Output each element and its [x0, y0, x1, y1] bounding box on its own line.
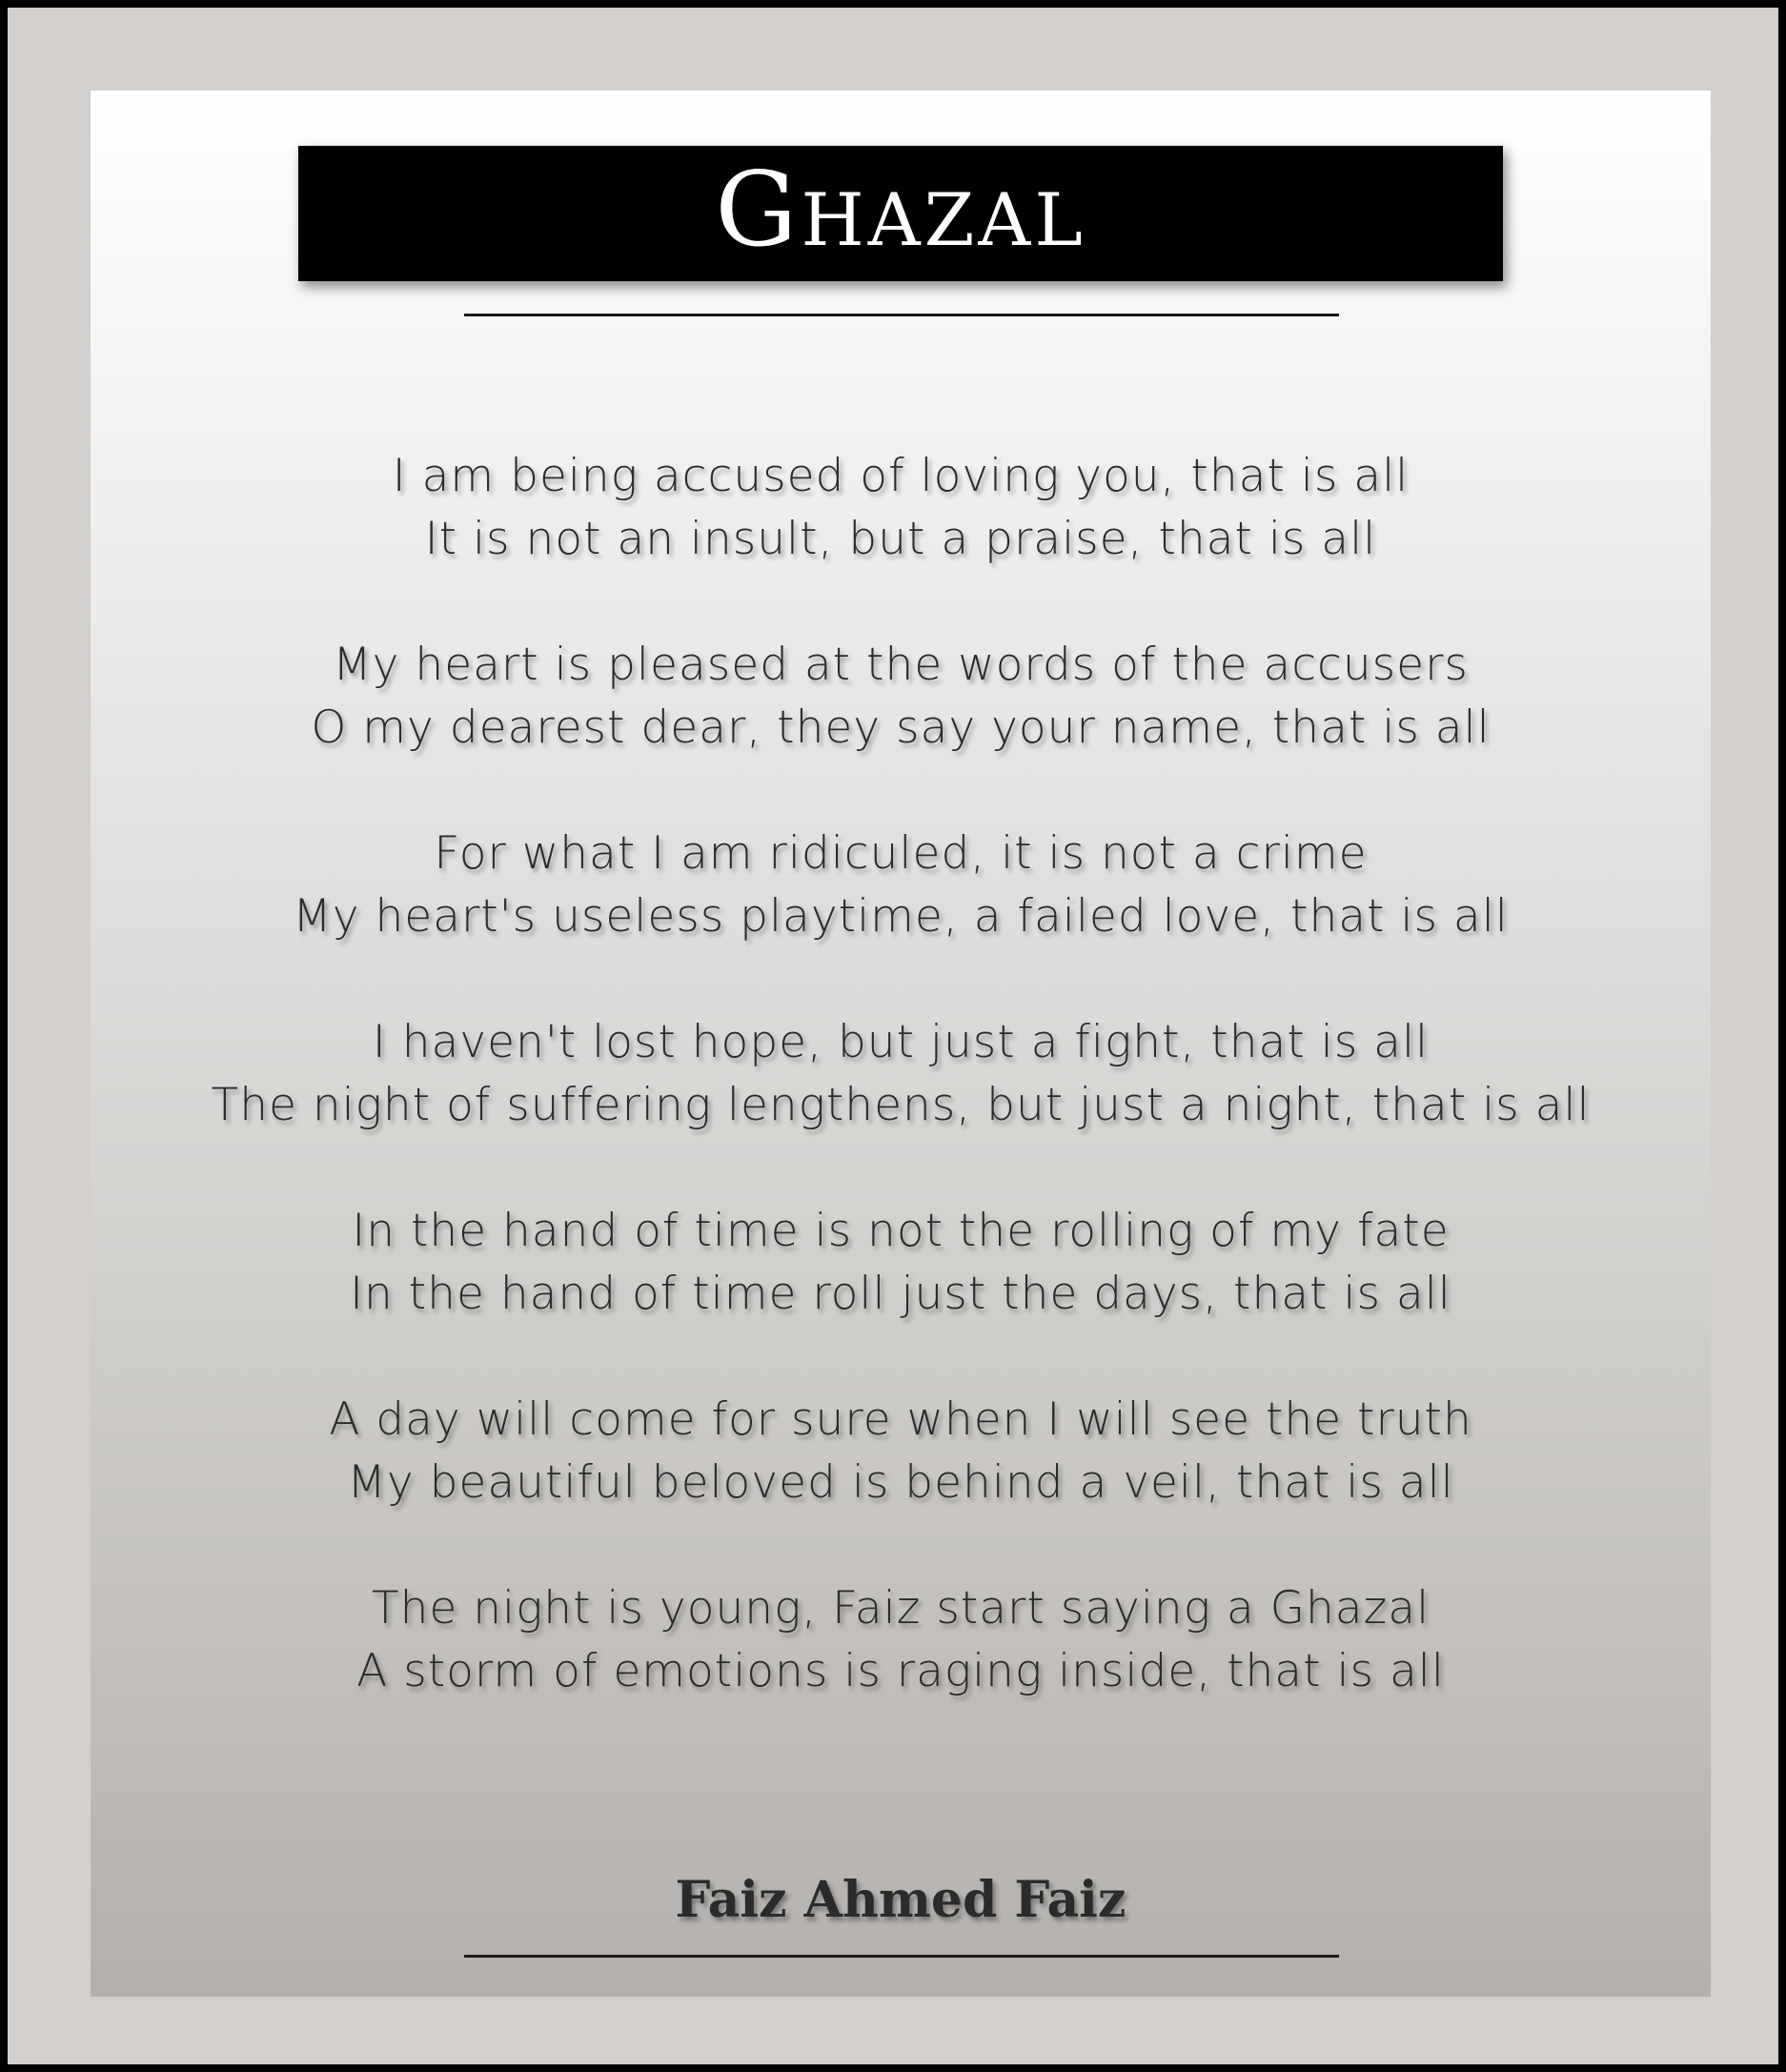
poem-body [91, 445, 1711, 1766]
poem-title: Ghazal [715, 151, 1086, 270]
stanza-5 [91, 1200, 1711, 1389]
stanza-3 [91, 823, 1711, 1011]
verse-line: It is not an insult, but a praise, that is all [424, 513, 1377, 565]
verse-line: The night of suffering lengthens, but just a night, that is all [211, 1079, 1591, 1131]
verse-line: My heart's useless playtime, a failed love, that is all [293, 890, 1509, 943]
author-divider [464, 1955, 1339, 1958]
stanza-6 [91, 1389, 1711, 1577]
outer-frame [8, 8, 1778, 2064]
stanza-4 [91, 1011, 1711, 1200]
poem-author: Faiz Ahmed Faiz [675, 1871, 1126, 1929]
verse-line: A day will come for sure when I will see the truth [329, 1393, 1472, 1446]
verse-line: The night is young, Faiz start saying a Ghazal [371, 1582, 1431, 1635]
verse-line: O my dearest dear, they say your name, that is all [311, 701, 1491, 754]
stanza-7 [91, 1577, 1711, 1766]
stanza-2 [91, 634, 1711, 823]
verse-line: In the hand of time roll just the days, that is all [350, 1268, 1451, 1320]
verse-line: I haven't lost hope, but just a fight, that is all [372, 1016, 1430, 1068]
verse-line: For what I am ridiculed, it is not a crime [434, 827, 1368, 880]
title-banner [298, 146, 1503, 281]
verse-line: In the hand of time is not the rolling of my fate [352, 1205, 1450, 1257]
verse-line: My heart is pleased at the words of the accusers [333, 639, 1469, 691]
stanza-1 [91, 445, 1711, 634]
verse-line: My beautiful beloved is behind a veil, that is all [347, 1456, 1454, 1509]
verse-line: A storm of emotions is raging inside, that is all [356, 1645, 1445, 1697]
poem-card [91, 91, 1711, 1997]
title-divider [464, 314, 1339, 316]
verse-line: I am being accused of loving you, that is all [392, 450, 1410, 502]
